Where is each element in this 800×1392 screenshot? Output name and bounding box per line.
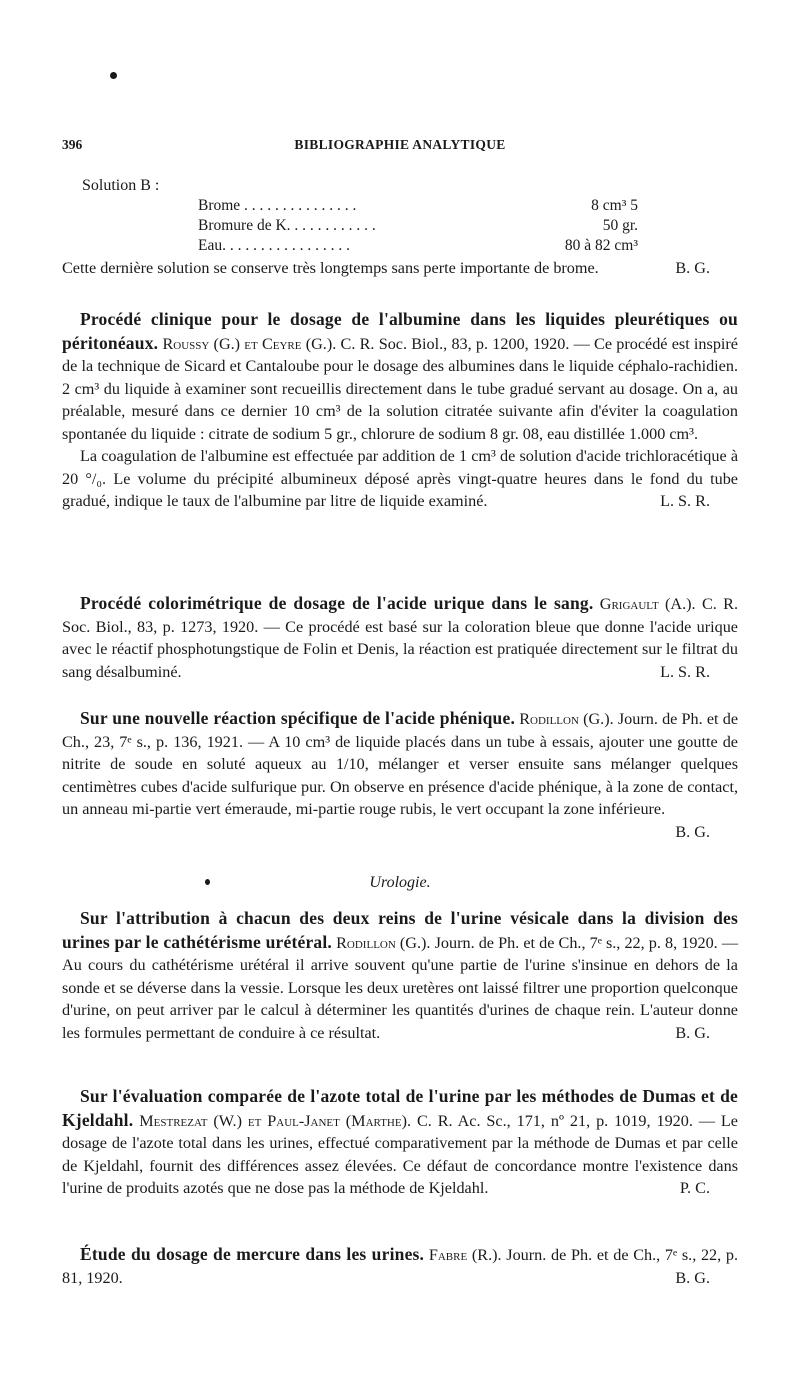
article-body: Journ. de Ph. et de Ch., 7ᵉ s., 22, p. 8, 1920. — Au cours du cathétérisme urétéral il arrive souvent qu'une partie de l'urine s'insinue en dehors de la sonde et se déverse dans la vessie. Lorsque les deux uretères ont laissé filtrer une proportion quelconque d'urine, on peut arriver par le calcul à déterminer les quantités d'urines de chaque rein. L'auteur donne les formules permettant de conduire à ce résultat. [62,933,739,1042]
ingredient-name: Bromure de K. . . . . . . . . . . . [198,217,376,234]
article-mercure [62,1243,738,1289]
ingredient-qty: 50 gr. [602,217,638,234]
article-catheterisme [62,907,738,1044]
section-title: Urologie. [369,874,431,891]
article-azote [62,1085,738,1200]
article-authors: Rodillon (G.). [519,710,614,728]
ink-dot [110,72,117,79]
article-authors: Mestrezat (W.) et Paul-Janet (Marthe). [139,1111,412,1130]
article-body: Journ. de Ph. et de Ch., 23, 7ᵉ s., p. 136, 1921. — A 10 cm³ de liquide placés dans un tube à essais, ajouter une goutte de nitrite de soude en soluté aqueux au 1/10, mélanger et verser ensuite sans mélanger quelques centimètres cubes d'acide sulfurique pur. On observe en présence d'acide phénique, à la zone de contact, un anneau mi-partie vert émeraude, mi-partie rouge rubis, le vert occupant la zone inférieure. [62,710,739,818]
article-title: Étude du dosage de mercure dans les urines. [80,1244,425,1264]
document-page [62,0,738,1392]
article-body: Journ. de Ph. et de Ch., 7ᵉ s., 22, p. 81, 1920. [62,1246,739,1287]
article-title: Sur une nouvelle réaction spécifique de l'acide phénique. [80,708,516,728]
signature: B. G. [675,1268,710,1287]
solution-row [198,236,638,256]
page-header [62,137,738,157]
running-title: BIBLIOGRAPHIE ANALYTIQUE [294,137,506,152]
solution-label: Solution B : [82,177,160,194]
ingredient-qty: 8 cm³ 5 [591,197,638,214]
article-body-continued: La coagulation de l'albumine est effectuée par addition de 1 cm³ de solution d'acide trichloracétique à 20 °/₀. Le volume du précipité albumineux déposé après vingt-quatre heures dans le fond du tube gradué, indique le taux de l'albumine par litre de liquide examiné. [62,447,738,510]
article-authors: Fabre (R.). [428,1246,502,1264]
article-body: C. R. Soc. Biol., 83, p. 1273, 1920. — Ce procédé est basé sur la coloration bleue que donne l'acide urique avec le réactif phosphotungstique de Folin et Denis, la réaction est pratiquée directement sur le filtrat du sang désalbuminé. [62,595,738,681]
article-body: C. R. Soc. Biol., 83, p. 1200, 1920. — Ce procédé est inspiré de la technique de Sicard et Cantaloube pour le dosage des albumines dans le liquide céphalo-rachidien. 2 cm³ du liquide à examiner sont recueillis directement dans le tube gradué servant au dosage. On a, au préalable, mesuré dans ce dernier 10 cm³ de la solution citratée suivante afin d'éviter la coagulation spontanée du liquide : citrate de sodium 5 gr., chlorure de sodium 8 gr. 08, eau distillée 1.000 cm³. [62,334,738,443]
article-acide-phenique [62,707,738,843]
signature: L. S. R. [660,492,710,510]
solution-row [198,196,638,216]
article-albumine [62,308,738,513]
article-title: Sur l'attribution à chacun des deux reins de l'urine vésicale dans la division des urines par le cathétérisme urétéral. [62,908,738,952]
signature: L. S. R. [660,662,710,681]
ingredient-qty: 80 à 82 cm³ [564,237,638,254]
article-title: Procédé colorimétrique de dosage de l'acide urique dans le sang. [80,593,594,613]
ingredient-name: Brome . . . . . . . . . . . . . . . [198,197,357,214]
article-authors: Rodillon (G.). [336,933,431,952]
solution-table [198,196,638,256]
signature: P. C. [679,1179,710,1197]
article-authors: Grigault (A.). [599,595,696,613]
signature: B. G. [675,822,710,841]
solution-note-block [62,257,738,280]
article-body: C. R. Ac. Sc., 171, nº 21, p. 1019, 1920. — Le dosage de l'azote total dans les urines, effectué comparativement par la méthode de Dumas et par celle de Kjeldahl, fournit des différences assez élevées. Ce défaut de concordance montre l'existence dans l'urine de produits azotés que ne dose pas la méthode de Kjeldahl. [62,1111,738,1197]
ingredient-name: Eau. . . . . . . . . . . . . . . . . [198,237,350,254]
article-authors: Roussy (G.) et Ceyre (G.). [162,334,337,353]
solution-note: Cette dernière solution se conserve très longtemps sans perte importante de brome. [62,259,599,277]
solution-row [198,216,638,236]
signature: B. G. [675,259,710,277]
article-title: Sur l'évaluation comparée de l'azote total de l'urine par les méthodes de Dumas et de Kjeldahl. [62,1086,738,1130]
article-acide-urique [62,592,738,683]
signature: B. G. [675,1023,710,1042]
page-number: 396 [62,137,83,152]
article-title: Procédé clinique pour le dosage de l'albumine dans les liquides pleurétiques ou péritonéaux. [62,309,738,353]
